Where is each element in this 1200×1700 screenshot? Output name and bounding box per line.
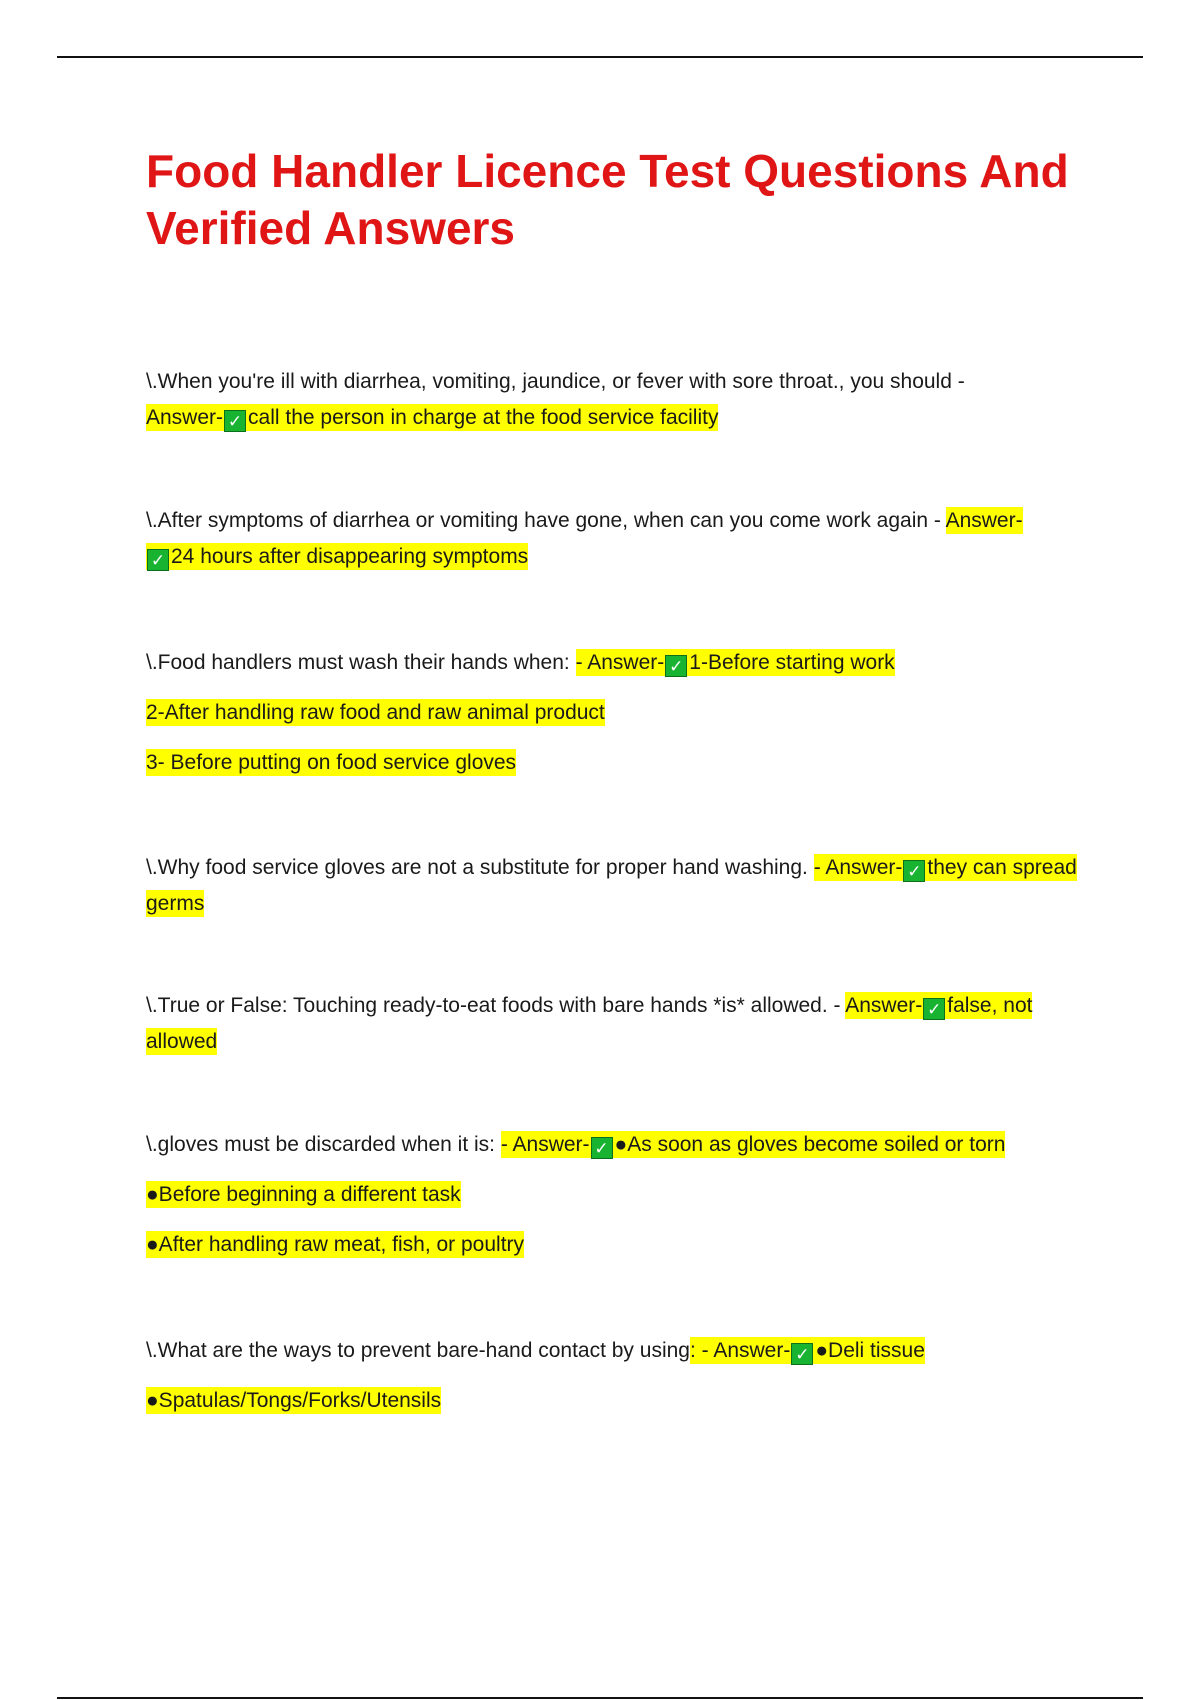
answer-text: call the person in charge at the food service facility [248, 406, 719, 429]
qa-item-6 [146, 1127, 1086, 1263]
answer-prefix: : - Answer- [689, 1339, 791, 1362]
answer-prefix: Answer- [945, 509, 1023, 532]
answer-prefix: - Answer- [813, 856, 903, 879]
answer-text: ●Deli tissue [815, 1339, 925, 1362]
answer-text: ●As soon as gloves become soiled or torn [614, 1133, 1006, 1156]
question-text: \.When you're ill with diarrhea, vomiting, jaundice, or fever with sore throat., you should - [146, 370, 965, 393]
answer-text: ●Spatulas/Tongs/Forks/Utensils [146, 1389, 442, 1412]
answer-text: they can spread germs [146, 856, 1077, 915]
answer-highlight [146, 404, 718, 431]
answer-text: 2-After handling raw food and raw animal product [146, 701, 605, 724]
qa-item-7 [146, 1333, 1086, 1419]
document-title: Food Handler Licence Test Questions And Verified Answers [146, 145, 1069, 254]
qa-item-1 [146, 364, 1086, 436]
qa-item-3 [146, 645, 1086, 781]
question-text: \.After symptoms of diarrhea or vomiting have gone, when can you come work again - [146, 509, 941, 532]
qa-line [146, 695, 1086, 731]
qa-line [146, 1383, 1086, 1419]
answer-highlight [690, 1337, 925, 1364]
qa-line [146, 645, 1086, 681]
answer-text: ●Before beginning a different task [146, 1183, 461, 1206]
answer-prefix: Answer- [845, 994, 923, 1017]
answer-highlight [501, 1131, 1006, 1158]
answer-prefix: - Answer- [575, 651, 665, 674]
check-icon: ✓ [591, 1137, 613, 1159]
qa-item-2 [146, 503, 1086, 575]
answer-highlight [146, 543, 528, 570]
qa-line [146, 1127, 1086, 1163]
answer-text: ●After handling raw meat, fish, or poultry [146, 1233, 525, 1256]
answer-text: false, not allowed [146, 994, 1033, 1053]
check-icon: ✓ [791, 1343, 813, 1365]
qa-line [146, 1177, 1086, 1213]
check-icon: ✓ [903, 860, 925, 882]
answer-prefix: Answer- [146, 406, 224, 429]
qa-item-5 [146, 988, 1086, 1060]
answer-text: 1-Before starting work [689, 651, 895, 674]
qa-item-4 [146, 850, 1086, 922]
qa-line [146, 745, 1086, 781]
check-icon: ✓ [665, 655, 687, 677]
check-icon: ✓ [923, 998, 945, 1020]
question-text: \.Why food service gloves are not a substitute for proper hand washing. [146, 856, 808, 879]
question-text: \.What are the ways to prevent bare-hand contact by using [146, 1339, 690, 1362]
check-icon: ✓ [224, 410, 246, 432]
check-icon: ✓ [147, 549, 169, 571]
footer-rule [57, 1697, 1143, 1699]
qa-line [146, 1333, 1086, 1369]
answer-prefix: - Answer- [500, 1133, 590, 1156]
question-text: \.gloves must be discarded when it is: [146, 1133, 496, 1156]
question-text: \.True or False: Touching ready-to-eat foods with bare hands *is* allowed. - [146, 994, 841, 1017]
header-rule [57, 56, 1143, 58]
answer-highlight [576, 649, 895, 676]
qa-line [146, 1227, 1086, 1263]
answer-text: 24 hours after disappearing symptoms [171, 545, 529, 568]
answer-text: 3- Before putting on food service gloves [146, 751, 517, 774]
question-text: \.Food handlers must wash their hands when: [146, 651, 570, 674]
